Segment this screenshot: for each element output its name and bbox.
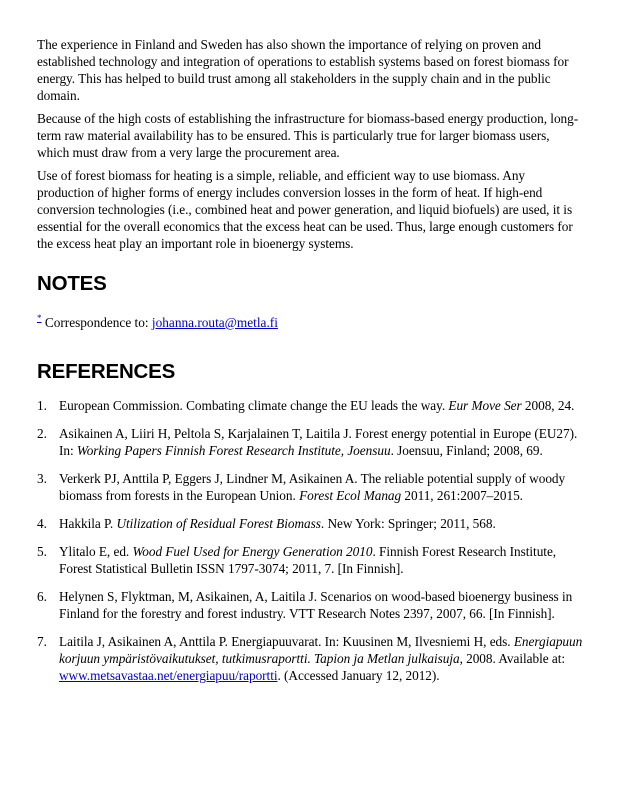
reference-number: 5. <box>37 544 47 559</box>
reference-number: 3. <box>37 471 47 486</box>
reference-text: 2008, 24. <box>521 398 575 413</box>
reference-text: Laitila J, Asikainen A, Anttila P. Energiapuuvarat. In: Kuusinen M, Ilvesniemi H, eds. <box>59 634 514 649</box>
reference-italic-text: Wood Fuel Used for Energy Generation 2010 <box>132 544 373 559</box>
references-heading: REFERENCES <box>37 360 176 383</box>
reference-item <box>37 515 586 532</box>
reference-text: Verkerk PJ, Anttila P, Eggers J, Lindner M, Asikainen A. The reliable potential supply of woody biomass from forests in the European Union. <box>59 471 566 503</box>
reference-text: Asikainen A, Liiri H, Peltola S, Karjalainen T, Laitila J. Forest energy potential in Europe (EU27). In: <box>59 426 578 458</box>
reference-text: Ylitalo E, ed. <box>59 544 133 559</box>
document-content <box>37 36 585 684</box>
reference-item <box>37 588 586 622</box>
correspondence-email-link[interactable]: johanna.routa@metla.fi <box>151 315 278 330</box>
reference-italic-text: Forest Ecol Manag <box>299 488 402 503</box>
reference-text: Hakkila P. <box>59 516 117 531</box>
reference-item <box>37 633 586 684</box>
reference-number: 1. <box>37 398 47 413</box>
footnote-marker-link[interactable]: * <box>37 313 42 323</box>
reference-number: 6. <box>37 589 47 604</box>
reference-italic-text: Eur Move Ser <box>448 398 522 413</box>
notes-heading: NOTES <box>37 272 107 295</box>
reference-item <box>37 397 586 414</box>
reference-text: 2011, 261:2007–2015. <box>401 488 523 503</box>
body-paragraph-2: Because of the high costs of establishing the infrastructure for biomass-based energy production, long-term raw material availability has to be ensured. This is particularly true for larger biomass users, which must draw from a very large the procurement area. <box>37 111 579 160</box>
reference-text: , 2008. Available at: <box>459 651 565 666</box>
reference-text: . Joensuu, Finland; 2008, 69. <box>390 443 543 458</box>
body-paragraph-3: Use of forest biomass for heating is a simple, reliable, and efficient way to use biomass. Any production of higher forms of energy includes conversion losses in the form of heat. If high-end conversion technologies (i.e., combined heat and power generation, and liquid biofuels) are used, it is essential for the overall economics that the excess heat can be used. Thus, large enough customers for the excess heat play an important role in bioenergy systems. <box>37 168 573 251</box>
reference-text: . (Accessed January 12, 2012). <box>277 668 440 683</box>
reference-italic-text: Utilization of Residual Forest Biomass <box>116 516 321 531</box>
reference-italic-text: Working Papers Finnish Forest Research Institute, Joensuu <box>76 443 391 458</box>
reference-text: . New York: Springer; 2011, 568. <box>320 516 496 531</box>
reference-item <box>37 470 586 504</box>
reference-italic-text: Energiapuun korjuun ympäristövaikutukset, tutkimusraportti. Tapion ja Metlan julkaisuja <box>59 634 583 666</box>
body-paragraph-1: The experience in Finland and Sweden has also shown the importance of relying on proven and established technology and integration of operations to establish systems based on forest biomass for energy. This has helped to build trust among all stakeholders in the supply chain and in the public domain. <box>37 37 569 103</box>
references-list <box>37 397 585 684</box>
reference-text: Helynen S, Flyktman, M, Asikainen, A, Laitila J. Scenarios on wood-based bioenergy business in Finland for the forestry and forest industry. VTT Research Notes 2397, 2007, 66. [In Finnish]. <box>59 589 573 621</box>
reference-item <box>37 543 586 577</box>
reference-item <box>37 425 586 459</box>
reference-number: 4. <box>37 516 47 531</box>
correspondence-label: Correspondence to: <box>41 315 152 330</box>
correspondence-note <box>37 310 585 331</box>
reference-number: 2. <box>37 426 47 441</box>
reference-url-link[interactable]: www.metsavastaa.net/energiapuu/raportti <box>59 668 278 683</box>
reference-text: . Finnish Forest Research Institute, Forest Statistical Bulletin ISSN 1797-3074; 2011, 7. [In Finnish]. <box>59 544 557 576</box>
reference-number: 7. <box>37 634 47 649</box>
reference-text: European Commission. Combating climate change the EU leads the way. <box>59 398 449 413</box>
